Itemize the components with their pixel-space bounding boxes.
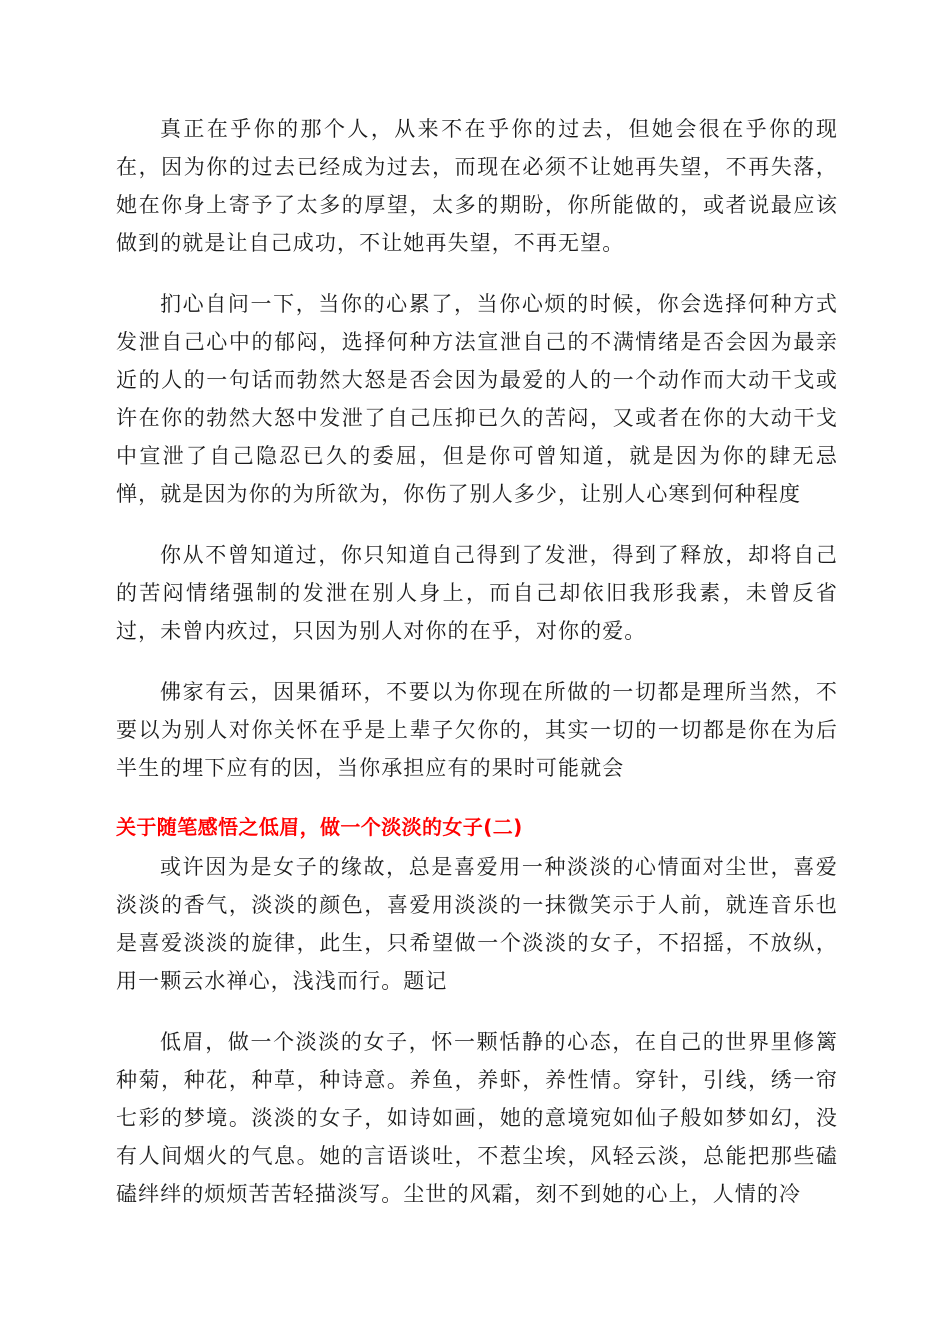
paragraph-4: 佛家有云，因果循环，不要以为你现在所做的一切都是理所当然，不要以为别人对你关怀在乎是上辈子欠你的，其实一切的一切都是你在为后半生的埋下应有的因，当你承担应有的果时可能就会	[116, 680, 838, 780]
paragraph-1: 真正在乎你的那个人，从来不在乎你的过去，但她会很在乎你的现在，因为你的过去已经成为过去，而现在必须不让她再失望，不再失落，她在你身上寄予了太多的厚望，太多的期盼，你所能做的，或者说最应该做到的就是让自己成功，不让她再失望，不再无望。	[116, 117, 838, 255]
paragraph-2: 扪心自问一下，当你的心累了，当你心烦的时候，你会选择何种方式发泄自己心中的郁闷，选择何种方法宣泄自己的不满情绪是否会因为最亲近的人的一句话而勃然大怒是否会因为最爱的人的一个动作而大动干戈或许在你的勃然大怒中发泄了自己压抑已久的苦闷，又或者在你的大动干戈中宣泄了自己隐忍已久的委屈，但是你可曾知道，就是因为你的肆无忌惮，就是因为你的为所欲为，你伤了别人多少，让别人心寒到何种程度	[116, 292, 838, 506]
paragraph-6: 低眉，做一个淡淡的女子，怀一颗恬静的心态，在自己的世界里修篱种菊，种花，种草，种诗意。养鱼，养虾，养性情。穿针，引线，绣一帘七彩的梦境。淡淡的女子，如诗如画，她的意境宛如仙子般如梦如幻，没有人间烟火的气息。她的言语谈吐，不惹尘埃，风轻云淡，总能把那些磕磕绊绊的烦烦苦苦轻描淡写。尘世的风霜，刻不到她的心上，人情的冷	[116, 1030, 838, 1206]
paragraph-3: 你从不曾知道过，你只知道自己得到了发泄，得到了释放，却将自己的苦闷情绪强制的发泄在别人身上，而自己却依旧我形我素，未曾反省过，未曾内疚过，只因为别人对你的在乎，对你的爱。	[116, 543, 838, 643]
document-body	[116, 110, 838, 1236]
section-heading: 关于随笔感悟之低眉，做一个淡淡的女子(二)	[116, 815, 523, 839]
paragraph-5: 或许因为是女子的缘故，总是喜爱用一种淡淡的心情面对尘世，喜爱淡淡的香气，淡淡的颜色，喜爱用淡淡的一抹微笑示于人前，就连音乐也是喜爱淡淡的旋律，此生，只希望做一个淡淡的女子，不招摇，不放纵，用一颗云水禅心，浅浅而行。题记	[116, 855, 838, 993]
